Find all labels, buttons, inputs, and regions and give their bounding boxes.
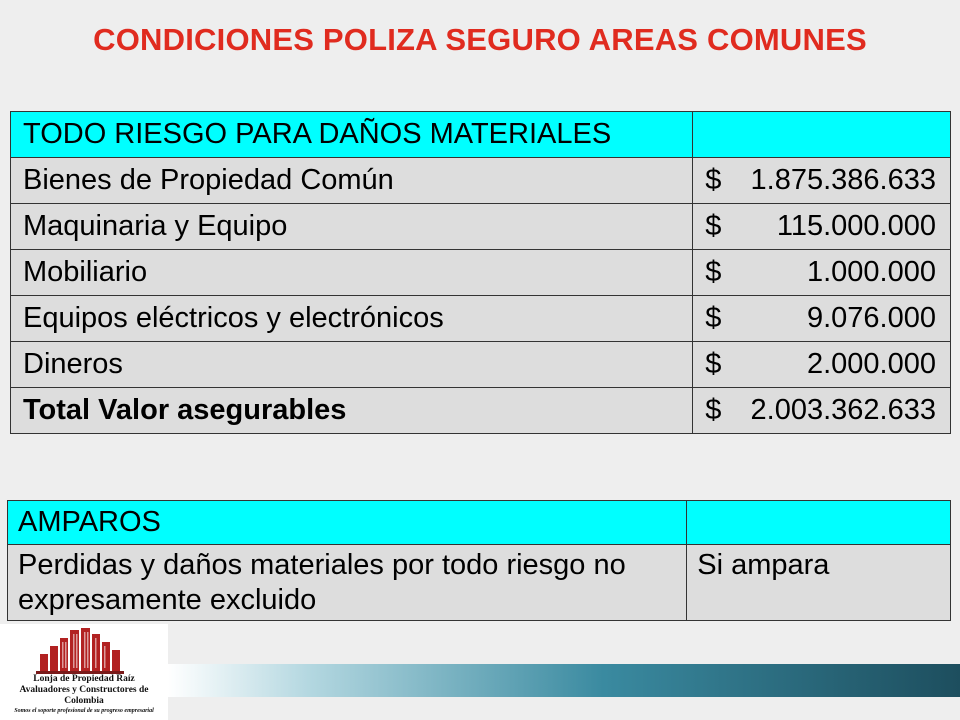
amount-value: 2.000.000 — [806, 348, 936, 380]
buildings-logo-icon — [0, 624, 168, 676]
coverage-table — [7, 500, 951, 621]
logo-text — [0, 674, 168, 716]
insured-values-table — [10, 111, 951, 434]
table-header-row — [11, 112, 951, 158]
footer-gradient-band — [168, 664, 960, 697]
amount-value: 1.000.000 — [806, 256, 936, 288]
total-amount — [693, 388, 951, 434]
table-row — [8, 545, 951, 621]
total-label: Total Valor asegurables — [11, 388, 693, 434]
row-amount — [693, 204, 951, 250]
table-header-label: AMPAROS — [8, 501, 687, 545]
row-label: Mobiliario — [11, 250, 693, 296]
currency-symbol: $ — [705, 394, 722, 426]
table-row — [11, 296, 951, 342]
table-row — [11, 250, 951, 296]
table-header-empty — [687, 501, 951, 545]
total-row — [11, 388, 951, 434]
currency-symbol: $ — [705, 348, 722, 380]
logo-line-2: Avaluadores y Constructores de Colombia — [19, 685, 149, 706]
coverage-value: Si ampara — [687, 545, 951, 621]
row-amount — [693, 158, 951, 204]
table-row — [11, 204, 951, 250]
row-label: Dineros — [11, 342, 693, 388]
currency-symbol: $ — [705, 210, 722, 242]
page-title: CONDICIONES POLIZA SEGURO AREAS COMUNES — [93, 22, 867, 57]
row-amount — [693, 342, 951, 388]
logo-line-1: Lonja de Propiedad Raíz — [33, 674, 135, 684]
table-header-row — [8, 501, 951, 545]
logo-slogan: Somos el soporte profesional de su progreso empresarial — [14, 708, 154, 714]
row-label: Bienes de Propiedad Común — [11, 158, 693, 204]
amount-value: 9.076.000 — [806, 302, 936, 334]
table-header-empty — [693, 112, 951, 158]
amount-value: 2.003.362.633 — [750, 394, 936, 426]
table-row — [11, 342, 951, 388]
table-header-label: TODO RIESGO PARA DAÑOS MATERIALES — [11, 112, 693, 158]
amount-value: 115.000.000 — [776, 210, 936, 242]
table-row — [11, 158, 951, 204]
row-amount — [693, 296, 951, 342]
row-label: Equipos eléctricos y electrónicos — [11, 296, 693, 342]
currency-symbol: $ — [705, 302, 722, 334]
row-label: Maquinaria y Equipo — [11, 204, 693, 250]
amount-value: 1.875.386.633 — [750, 164, 936, 196]
coverage-label: Perdidas y daños materiales por todo riesgo no expresamente excluido — [8, 545, 687, 621]
currency-symbol: $ — [705, 164, 722, 196]
currency-symbol: $ — [705, 256, 722, 288]
row-amount — [693, 250, 951, 296]
